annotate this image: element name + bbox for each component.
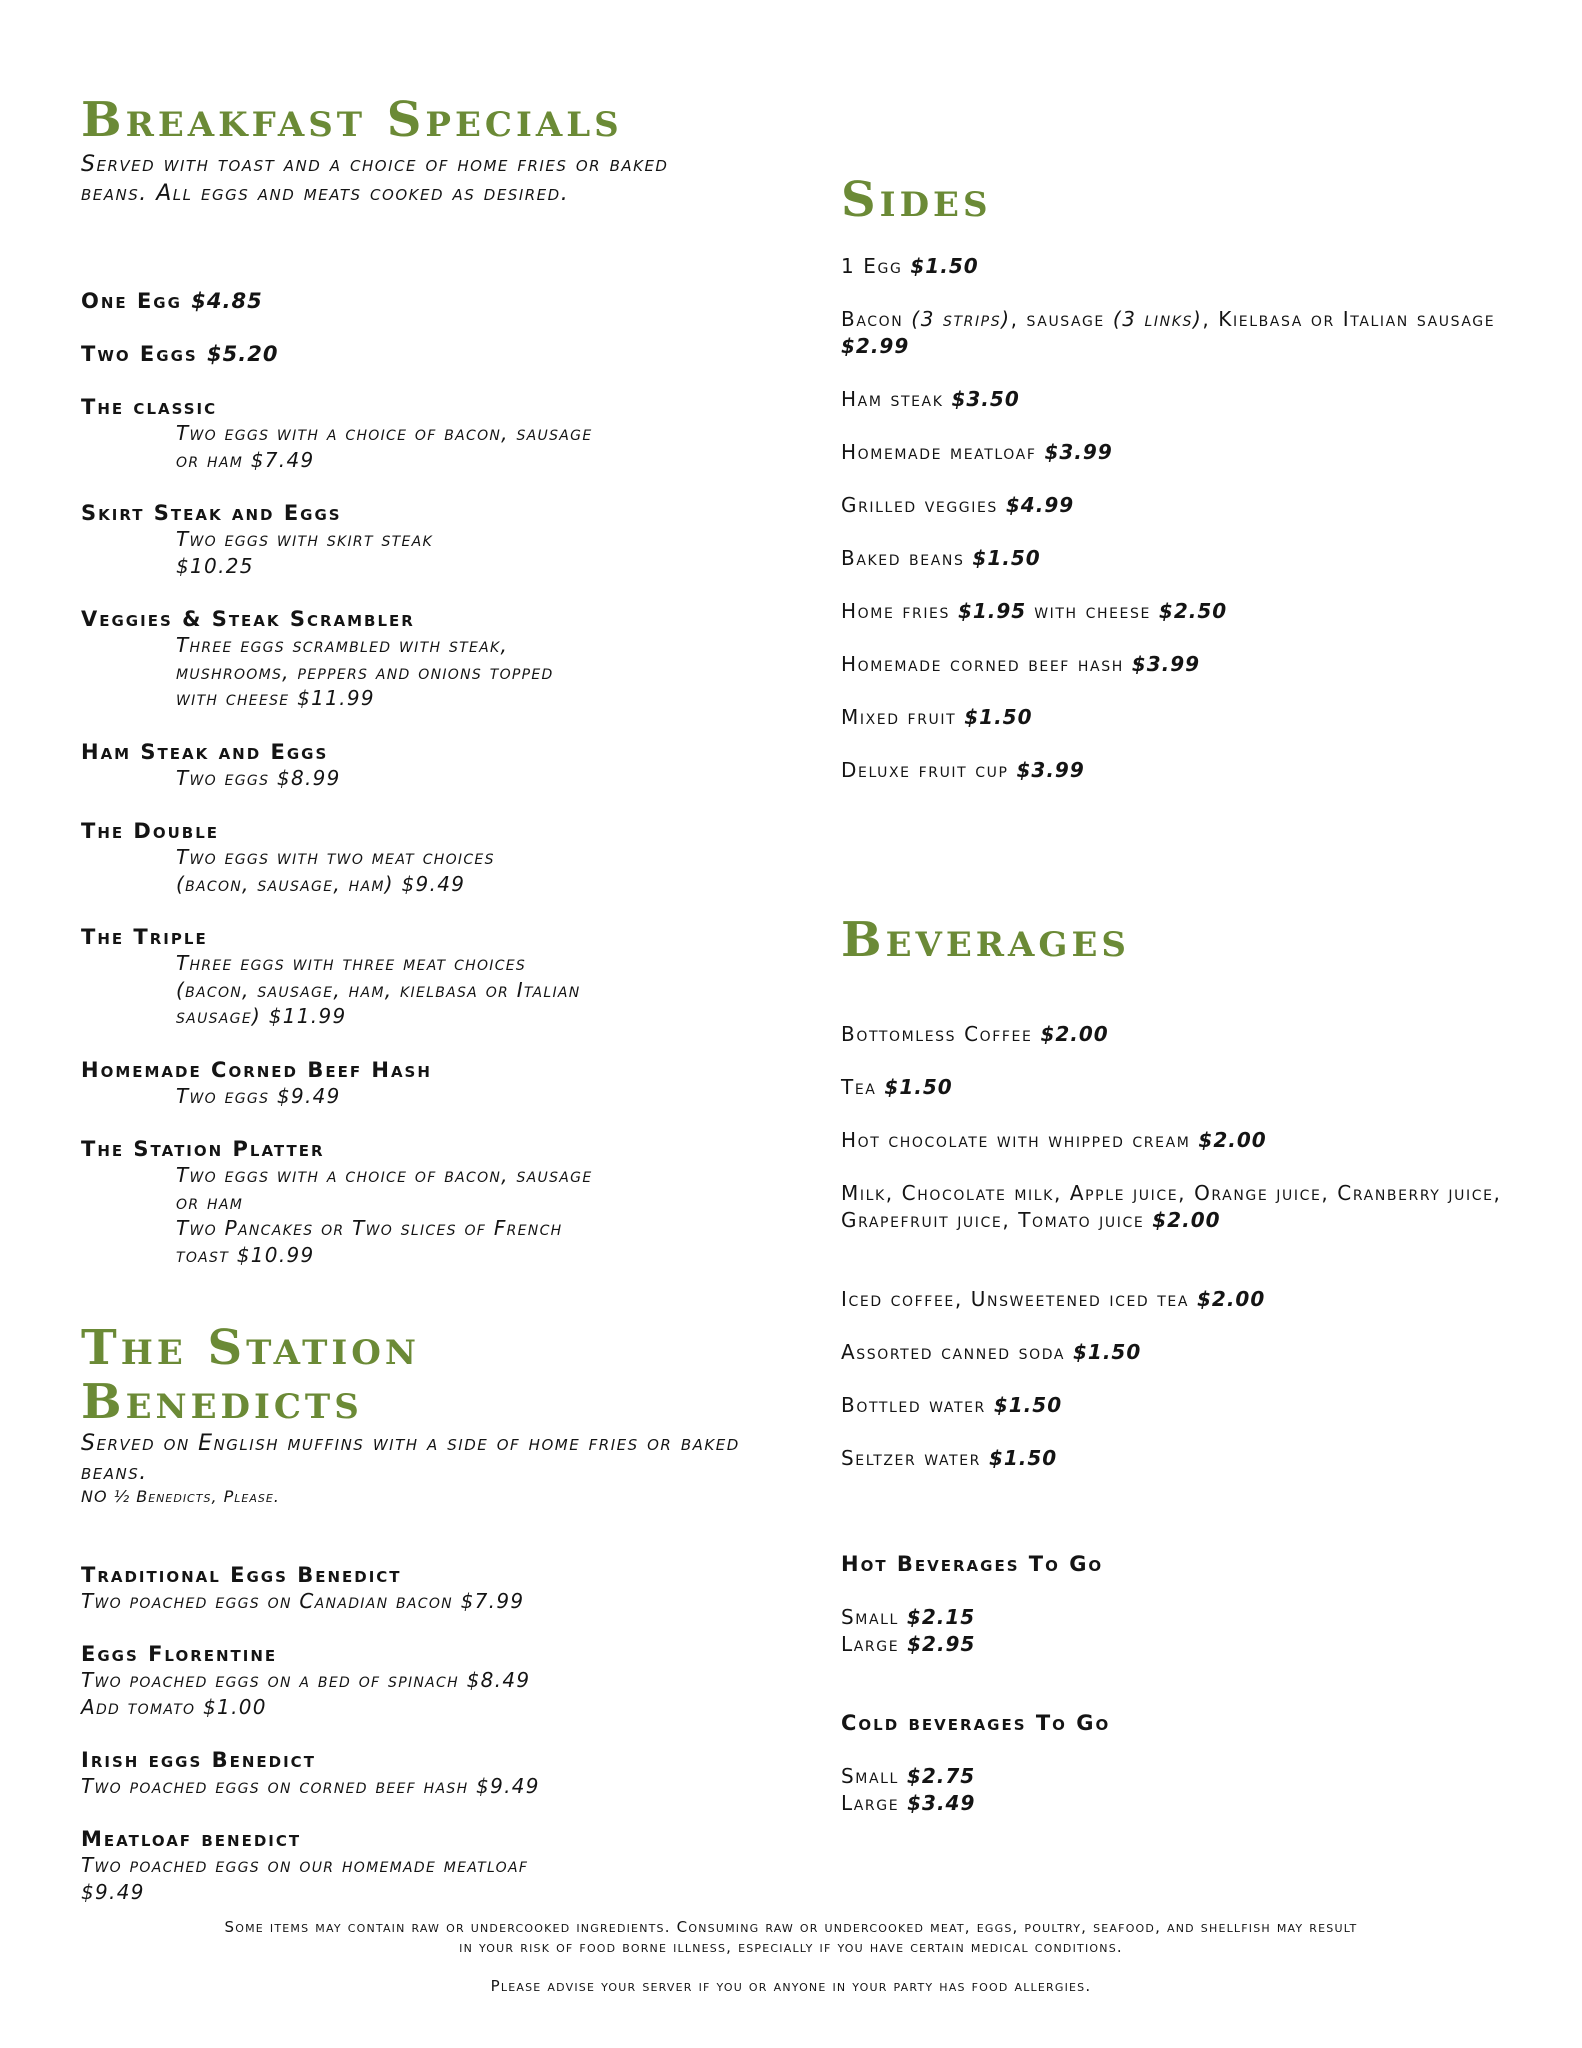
allergy-notice: Please advise your server if you or anyone in your party has food allergies.: [490, 1977, 1092, 1995]
side-item: Homemade corned beef hash $3.99: [841, 652, 1201, 676]
side-item: Ham steak $3.50: [841, 387, 1020, 411]
menu-item: [81, 818, 761, 897]
item-description: Two poached eggs on corned beef hash $9.49: [81, 1774, 540, 1798]
beverage-item: Iced coffee, Unsweetened iced tea $2.00: [841, 1287, 1266, 1311]
item-name: The Double: [81, 819, 220, 843]
menu-item: [81, 1136, 761, 1268]
side-item: Home fries $1.95 with cheese $2.50: [841, 599, 1228, 623]
beverage-item: Seltzer water $1.50: [841, 1446, 1058, 1470]
footer: [220, 1918, 1362, 1997]
cold-to-go-sizes: Small $2.75 Large $3.49: [841, 1764, 976, 1815]
side-item: Deluxe fruit cup $3.99: [841, 758, 1085, 782]
item-name: Skirt Steak and Eggs: [81, 501, 342, 525]
menu-item: [81, 394, 761, 473]
item-name: Eggs Florentine: [81, 1642, 278, 1666]
item-name: Two Eggs $5.20: [81, 342, 279, 366]
item-name: Traditional Eggs Benedict: [81, 1563, 402, 1587]
item-description: Two poached eggs on our homemade meatloaf $9.49: [81, 1853, 529, 1904]
item-description: Two poached eggs on a bed of spinach $8.49 Add tomato $1.00: [81, 1668, 531, 1719]
menu-item: [81, 1641, 761, 1720]
menu-item: [81, 739, 761, 792]
item-name: The Triple: [81, 925, 208, 949]
menu-item: [81, 1747, 761, 1800]
beverage-item: Bottomless Coffee $2.00: [841, 1022, 1109, 1046]
hot-to-go-sizes: Small $2.15 Large $2.95: [841, 1605, 976, 1656]
benedicts-title: The Station Benedicts: [81, 1320, 420, 1430]
item-name: Meatloaf benedict: [81, 1827, 302, 1851]
item-description: Two eggs with skirt steak $10.25: [176, 527, 434, 578]
hot-to-go-title: Hot Beverages To Go: [841, 1552, 1104, 1576]
breakfast-intro: Served with toast and a choice of home fries or baked beans. All eggs and meats cooked as desired.: [81, 152, 669, 206]
sides-title: Sides: [841, 172, 992, 228]
item-description: Two eggs $8.99: [176, 766, 341, 790]
item-name: Veggies & Steak Scrambler: [81, 607, 415, 631]
beverage-item: Hot chocolate with whipped cream $2.00: [841, 1128, 1267, 1152]
side-item: Bacon (3 strips), sausage (3 links), Kielbasa or Italian sausage $2.99: [841, 307, 1496, 358]
beverage-item: Tea $1.50: [841, 1075, 953, 1099]
menu-item: [81, 288, 761, 314]
item-description: Two eggs with two meat choices (bacon, sausage, ham) $9.49: [176, 845, 495, 896]
item-description: Two poached eggs on Canadian bacon $7.99: [81, 1589, 525, 1613]
item-name: Homemade Corned Beef Hash: [81, 1058, 432, 1082]
item-name: Ham Steak and Eggs: [81, 740, 329, 764]
item-name: The Station Platter: [81, 1137, 325, 1161]
item-description: Three eggs scrambled with steak, mushrooms, peppers and onions topped with cheese $11.99: [176, 633, 554, 710]
menu-item: [81, 924, 761, 1030]
menu-item: [81, 606, 761, 712]
side-item: Mixed fruit $1.50: [841, 705, 1033, 729]
cold-to-go-title: Cold beverages To Go: [841, 1711, 1111, 1735]
item-description: Two eggs with a choice of bacon, sausage or ham $7.49: [176, 421, 593, 472]
beverage-item: Bottled water $1.50: [841, 1393, 1063, 1417]
menu-item: [81, 1562, 761, 1615]
breakfast-title: Breakfast Specials: [81, 92, 623, 148]
side-item: 1 Egg $1.50: [841, 254, 979, 278]
item-description: Three eggs with three meat choices (bacon, sausage, ham, kielbasa or Italian sausage) $11.99: [176, 951, 581, 1028]
menu-item: [81, 500, 761, 579]
side-item: Grilled veggies $4.99: [841, 493, 1075, 517]
item-description: Two eggs with a choice of bacon, sausage or ham Two Pancakes or Two slices of French toast $10.99: [176, 1163, 593, 1267]
beverages-title: Beverages: [841, 912, 1130, 968]
benedicts-note: NO ½ Benedicts, Please.: [81, 1487, 280, 1506]
side-item: Baked beans $1.50: [841, 546, 1041, 570]
item-description: Two eggs $9.49: [176, 1084, 341, 1108]
item-name: The classic: [81, 395, 218, 419]
item-name: One Egg $4.85: [81, 289, 263, 313]
menu-item: [81, 1826, 761, 1905]
beverage-item: Assorted canned soda $1.50: [841, 1340, 1142, 1364]
menu-item: [81, 341, 761, 367]
beverage-item: Milk, Chocolate milk, Apple juice, Orange juice, Cranberry juice, Grapefruit juice, Tomato juice $2.00: [841, 1181, 1502, 1232]
benedicts-intro: Served on English muffins with a side of home fries or baked beans. NO ½ Benedicts, Please.: [81, 1431, 740, 1506]
menu-item: [81, 1057, 761, 1110]
raw-food-warning: Some items may contain raw or undercooked ingredients. Consuming raw or undercooked meat, eggs, poultry, seafood, and shellfish may result in your risk of food borne illness, especially if you have certain medical conditions.: [224, 1918, 1358, 1956]
item-name: Irish eggs Benedict: [81, 1748, 316, 1772]
side-item: Homemade meatloaf $3.99: [841, 440, 1113, 464]
